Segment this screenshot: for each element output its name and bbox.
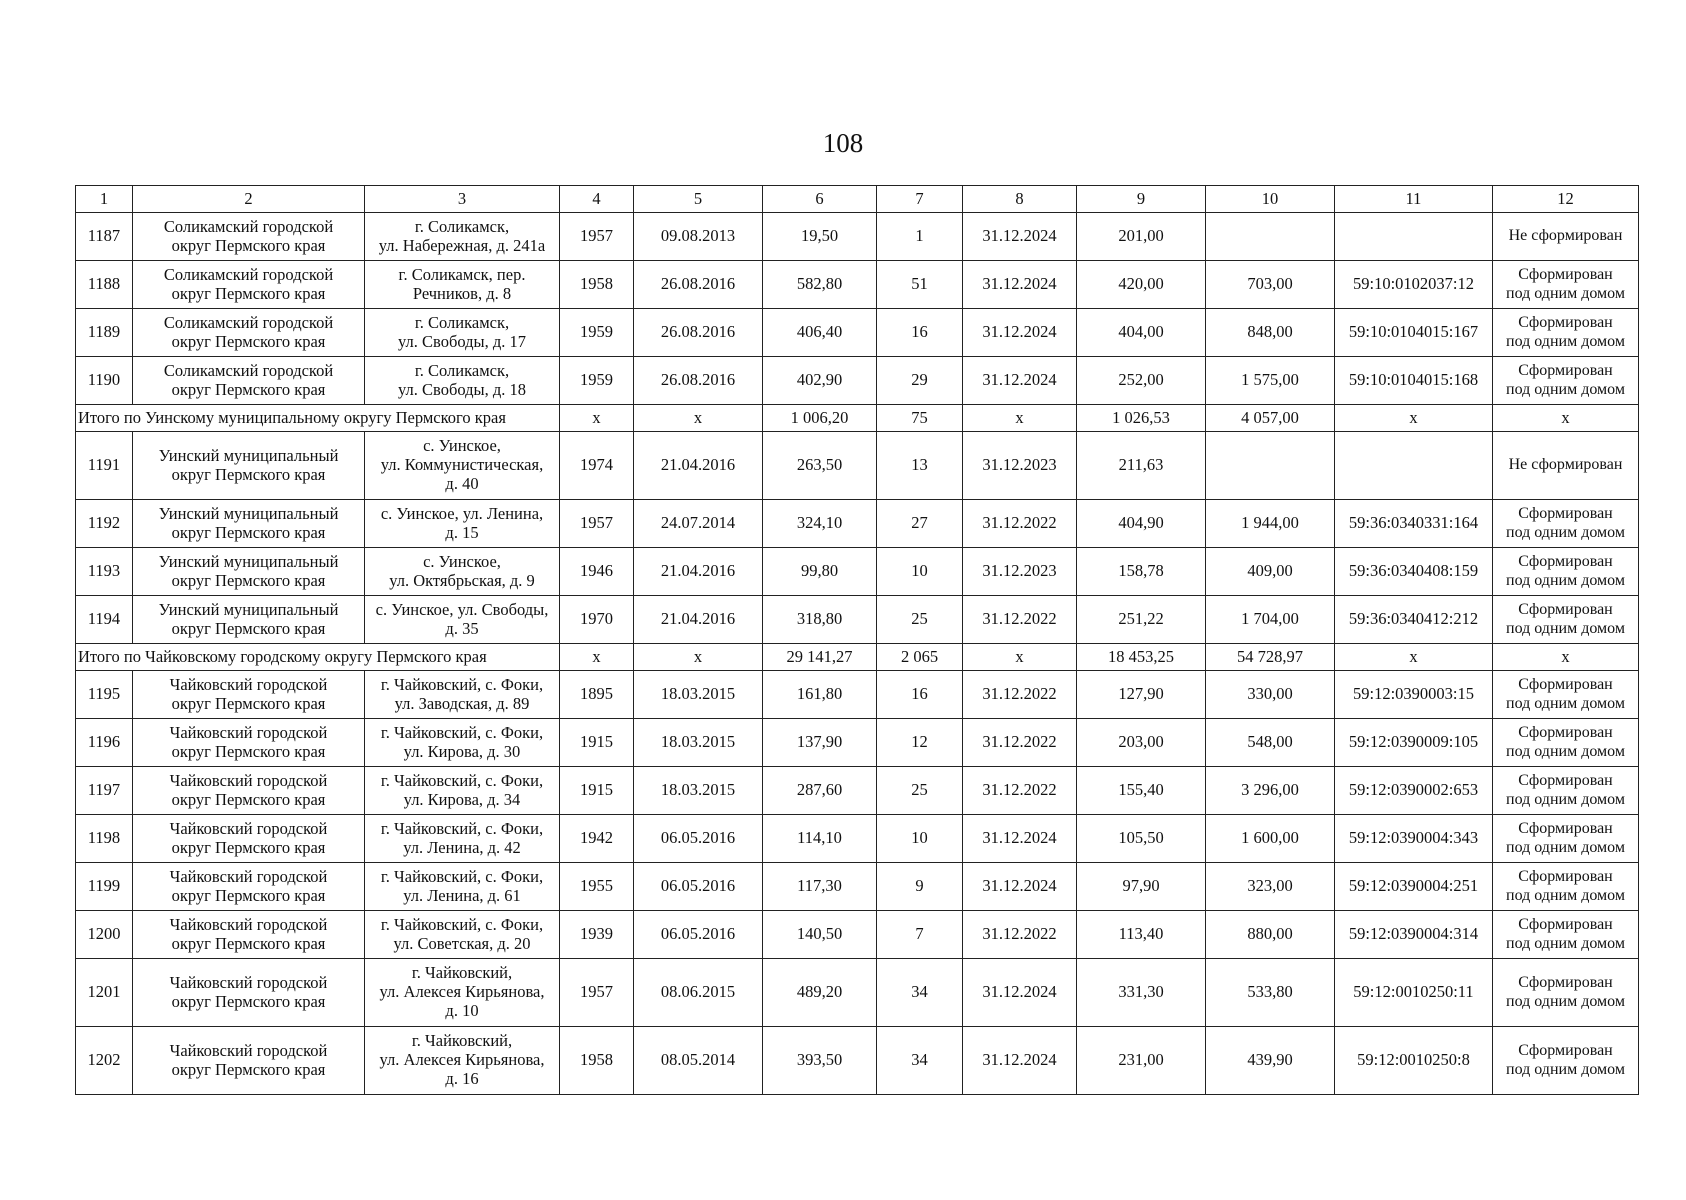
table-cell: 263,50 <box>763 432 877 500</box>
table-cell: 06.05.2016 <box>634 863 763 911</box>
column-number-cell: 7 <box>877 186 963 213</box>
table-cell: 09.08.2013 <box>634 213 763 261</box>
table-row <box>76 719 1639 767</box>
table-cell: 420,00 <box>1077 261 1206 309</box>
table-cell: 1200 <box>76 911 133 959</box>
table-cell: 1191 <box>76 432 133 500</box>
summary-cell: x <box>634 405 763 432</box>
table-cell: 1193 <box>76 548 133 596</box>
table-cell: 59:12:0390003:15 <box>1335 671 1493 719</box>
table-cell: 59:36:0340412:212 <box>1335 596 1493 644</box>
table-row <box>76 1027 1639 1095</box>
table-cell: 1939 <box>560 911 634 959</box>
table-cell: Уинский муниципальный округ Пермского края <box>133 432 365 500</box>
table-cell: 582,80 <box>763 261 877 309</box>
table-cell: г. Чайковский, ул. Алексея Кирьянова, д. 16 <box>365 1027 560 1095</box>
table-cell: 59:10:0104015:168 <box>1335 357 1493 405</box>
column-number-row <box>76 186 1639 213</box>
table-cell: 402,90 <box>763 357 877 405</box>
table-cell: 155,40 <box>1077 767 1206 815</box>
table-cell: 1958 <box>560 1027 634 1095</box>
table-cell: 13 <box>877 432 963 500</box>
table-cell: 1199 <box>76 863 133 911</box>
table-cell: 59:12:0010250:11 <box>1335 959 1493 1027</box>
table-cell: 59:12:0390004:343 <box>1335 815 1493 863</box>
table-cell: 1 704,00 <box>1206 596 1335 644</box>
table-cell: 31.12.2023 <box>963 548 1077 596</box>
table-cell: Чайковский городской округ Пермского края <box>133 959 365 1027</box>
table-row <box>76 959 1639 1027</box>
table-cell: 31.12.2022 <box>963 596 1077 644</box>
table-cell: 1959 <box>560 309 634 357</box>
table-cell: 26.08.2016 <box>634 261 763 309</box>
table-cell: Чайковский городской округ Пермского края <box>133 815 365 863</box>
table-cell: г. Соликамск, ул. Свободы, д. 17 <box>365 309 560 357</box>
table-body <box>76 186 1639 1095</box>
table-cell: г. Чайковский, с. Фоки, ул. Кирова, д. 34 <box>365 767 560 815</box>
table-cell: 252,00 <box>1077 357 1206 405</box>
table-cell: Сформирован под одним домом <box>1493 719 1639 767</box>
summary-label: Итого по Чайковскому городскому округу Пермского края <box>76 644 560 671</box>
table-row <box>76 357 1639 405</box>
table-cell: 31.12.2024 <box>963 357 1077 405</box>
table-cell: 201,00 <box>1077 213 1206 261</box>
summary-cell: 1 026,53 <box>1077 405 1206 432</box>
table-cell: Уинский муниципальный округ Пермского края <box>133 500 365 548</box>
column-number-cell: 10 <box>1206 186 1335 213</box>
table-cell: Сформирован под одним домом <box>1493 671 1639 719</box>
summary-cell: 29 141,27 <box>763 644 877 671</box>
table-cell: Чайковский городской округ Пермского края <box>133 719 365 767</box>
table-cell: Сформирован под одним домом <box>1493 863 1639 911</box>
table-cell: 1974 <box>560 432 634 500</box>
table-cell: 548,00 <box>1206 719 1335 767</box>
table-cell: 161,80 <box>763 671 877 719</box>
summary-row <box>76 644 1639 671</box>
table-cell: 99,80 <box>763 548 877 596</box>
table-cell: 1190 <box>76 357 133 405</box>
table-cell: Не сформирован <box>1493 213 1639 261</box>
column-number-cell: 2 <box>133 186 365 213</box>
table-cell: 324,10 <box>763 500 877 548</box>
table-cell: Сформирован под одним домом <box>1493 767 1639 815</box>
table-cell: 1196 <box>76 719 133 767</box>
table-cell: 1197 <box>76 767 133 815</box>
table-cell: 31.12.2024 <box>963 261 1077 309</box>
table-cell: 1915 <box>560 719 634 767</box>
table-cell: 31.12.2024 <box>963 213 1077 261</box>
summary-cell: x <box>1493 405 1639 432</box>
table-row <box>76 596 1639 644</box>
table-cell: Соликамский городской округ Пермского края <box>133 213 365 261</box>
table-cell: 27 <box>877 500 963 548</box>
table-cell: 114,10 <box>763 815 877 863</box>
table-cell: 105,50 <box>1077 815 1206 863</box>
page-number: 108 <box>822 128 864 158</box>
table-cell: 1188 <box>76 261 133 309</box>
table-cell: 211,63 <box>1077 432 1206 500</box>
table-cell: 31.12.2024 <box>963 309 1077 357</box>
table-cell: 318,80 <box>763 596 877 644</box>
table-cell: 439,90 <box>1206 1027 1335 1095</box>
summary-cell: x <box>1335 405 1493 432</box>
housing-registry-table <box>75 185 1639 1095</box>
table-cell: 1189 <box>76 309 133 357</box>
table-row <box>76 767 1639 815</box>
table-cell: 203,00 <box>1077 719 1206 767</box>
table-cell: 10 <box>877 815 963 863</box>
table-cell <box>1206 432 1335 500</box>
table-cell: 1915 <box>560 767 634 815</box>
summary-cell: 2 065 <box>877 644 963 671</box>
table-cell: Чайковский городской округ Пермского края <box>133 911 365 959</box>
column-number-cell: 6 <box>763 186 877 213</box>
table-cell: 1895 <box>560 671 634 719</box>
table-cell: 31.12.2024 <box>963 863 1077 911</box>
table-cell: 1194 <box>76 596 133 644</box>
table-cell <box>1206 213 1335 261</box>
table-cell: 251,22 <box>1077 596 1206 644</box>
summary-cell: 54 728,97 <box>1206 644 1335 671</box>
table-cell: 51 <box>877 261 963 309</box>
summary-cell: x <box>963 644 1077 671</box>
column-number-cell: 9 <box>1077 186 1206 213</box>
table-cell: 231,00 <box>1077 1027 1206 1095</box>
table-cell: 404,90 <box>1077 500 1206 548</box>
table-cell: Сформирован под одним домом <box>1493 815 1639 863</box>
table-cell: 1942 <box>560 815 634 863</box>
table-row <box>76 500 1639 548</box>
table-cell: Сформирован под одним домом <box>1493 959 1639 1027</box>
summary-cell: x <box>1493 644 1639 671</box>
summary-cell: x <box>560 644 634 671</box>
table-cell: 26.08.2016 <box>634 357 763 405</box>
table-cell: Сформирован под одним домом <box>1493 1027 1639 1095</box>
table-cell: Соликамский городской округ Пермского края <box>133 357 365 405</box>
table-cell: 59:12:0390004:251 <box>1335 863 1493 911</box>
table-cell: 59:10:0102037:12 <box>1335 261 1493 309</box>
table-row <box>76 213 1639 261</box>
table-cell: 59:10:0104015:167 <box>1335 309 1493 357</box>
table-row <box>76 863 1639 911</box>
table-cell: 25 <box>877 767 963 815</box>
table-cell: 113,40 <box>1077 911 1206 959</box>
table-cell: г. Чайковский, с. Фоки, ул. Ленина, д. 61 <box>365 863 560 911</box>
table-cell: 1970 <box>560 596 634 644</box>
table-cell: 08.05.2014 <box>634 1027 763 1095</box>
table-cell: 331,30 <box>1077 959 1206 1027</box>
table-cell: 137,90 <box>763 719 877 767</box>
table-cell: 1187 <box>76 213 133 261</box>
summary-row <box>76 405 1639 432</box>
table-cell: с. Уинское, ул. Ленина, д. 15 <box>365 500 560 548</box>
table-cell: 393,50 <box>763 1027 877 1095</box>
table-cell: г. Соликамск, пер. Речников, д. 8 <box>365 261 560 309</box>
table-cell: Сформирован под одним домом <box>1493 357 1639 405</box>
table-cell: г. Чайковский, с. Фоки, ул. Ленина, д. 42 <box>365 815 560 863</box>
table-cell: 7 <box>877 911 963 959</box>
table-cell: 409,00 <box>1206 548 1335 596</box>
table-cell: 1946 <box>560 548 634 596</box>
table-cell: 1 944,00 <box>1206 500 1335 548</box>
table-cell: 34 <box>877 959 963 1027</box>
table-cell: 59:36:0340408:159 <box>1335 548 1493 596</box>
table-cell: 16 <box>877 309 963 357</box>
table-cell: 1202 <box>76 1027 133 1095</box>
table-cell: 59:12:0390002:653 <box>1335 767 1493 815</box>
table-cell: 323,00 <box>1206 863 1335 911</box>
table-cell: 31.12.2022 <box>963 719 1077 767</box>
table-row <box>76 309 1639 357</box>
table-cell: Соликамский городской округ Пермского края <box>133 261 365 309</box>
table-cell: 29 <box>877 357 963 405</box>
table-cell: 9 <box>877 863 963 911</box>
table-cell: 1957 <box>560 213 634 261</box>
table-cell: 16 <box>877 671 963 719</box>
table-row <box>76 548 1639 596</box>
table-cell: 21.04.2016 <box>634 548 763 596</box>
table-cell: 59:12:0390009:105 <box>1335 719 1493 767</box>
table-cell: 31.12.2024 <box>963 959 1077 1027</box>
table-cell: 489,20 <box>763 959 877 1027</box>
table-cell: Сформирован под одним домом <box>1493 596 1639 644</box>
table-cell: 127,90 <box>1077 671 1206 719</box>
table-row <box>76 432 1639 500</box>
column-number-cell: 1 <box>76 186 133 213</box>
summary-cell: 1 006,20 <box>763 405 877 432</box>
table-cell: 117,30 <box>763 863 877 911</box>
summary-cell: x <box>560 405 634 432</box>
table-cell: Сформирован под одним домом <box>1493 309 1639 357</box>
table-cell: 97,90 <box>1077 863 1206 911</box>
table-cell: 31.12.2022 <box>963 911 1077 959</box>
table-cell: 31.12.2022 <box>963 767 1077 815</box>
table-cell: 140,50 <box>763 911 877 959</box>
table-cell: 21.04.2016 <box>634 432 763 500</box>
table-cell: г. Чайковский, с. Фоки, ул. Заводская, д. 89 <box>365 671 560 719</box>
table-cell: 533,80 <box>1206 959 1335 1027</box>
table-cell: 26.08.2016 <box>634 309 763 357</box>
table-cell <box>1335 432 1493 500</box>
summary-cell: x <box>634 644 763 671</box>
table-cell: Сформирован под одним домом <box>1493 548 1639 596</box>
table-cell: 1192 <box>76 500 133 548</box>
table-cell: с. Уинское, ул. Свободы, д. 35 <box>365 596 560 644</box>
table-cell: 404,00 <box>1077 309 1206 357</box>
table-cell: г. Соликамск, ул. Свободы, д. 18 <box>365 357 560 405</box>
table-cell: 1955 <box>560 863 634 911</box>
table-cell: 21.04.2016 <box>634 596 763 644</box>
table-cell: 1957 <box>560 959 634 1027</box>
column-number-cell: 5 <box>634 186 763 213</box>
table-cell: 330,00 <box>1206 671 1335 719</box>
table-cell: 1958 <box>560 261 634 309</box>
table-cell: 1201 <box>76 959 133 1027</box>
table-cell: 31.12.2024 <box>963 1027 1077 1095</box>
table-cell: 06.05.2016 <box>634 911 763 959</box>
table-cell: 3 296,00 <box>1206 767 1335 815</box>
table-cell: 31.12.2022 <box>963 671 1077 719</box>
table-cell: 24.07.2014 <box>634 500 763 548</box>
table-cell: 1959 <box>560 357 634 405</box>
summary-label: Итого по Уинскому муниципальному округу Пермского края <box>76 405 560 432</box>
summary-cell: 4 057,00 <box>1206 405 1335 432</box>
table-cell: г. Чайковский, ул. Алексея Кирьянова, д. 10 <box>365 959 560 1027</box>
table-cell: 18.03.2015 <box>634 671 763 719</box>
table-cell: 06.05.2016 <box>634 815 763 863</box>
table-cell: 19,50 <box>763 213 877 261</box>
table-cell: Уинский муниципальный округ Пермского края <box>133 548 365 596</box>
table-cell: 31.12.2024 <box>963 815 1077 863</box>
table-cell: 18.03.2015 <box>634 719 763 767</box>
table-cell: 158,78 <box>1077 548 1206 596</box>
table-cell: 31.12.2023 <box>963 432 1077 500</box>
table-cell: 10 <box>877 548 963 596</box>
table-cell: Уинский муниципальный округ Пермского края <box>133 596 365 644</box>
table-cell: 59:36:0340331:164 <box>1335 500 1493 548</box>
table-cell: 1195 <box>76 671 133 719</box>
table-cell: 08.06.2015 <box>634 959 763 1027</box>
table-cell: 406,40 <box>763 309 877 357</box>
table-cell: 34 <box>877 1027 963 1095</box>
table-cell: г. Чайковский, с. Фоки, ул. Кирова, д. 30 <box>365 719 560 767</box>
table-cell: 1 600,00 <box>1206 815 1335 863</box>
table-cell: 287,60 <box>763 767 877 815</box>
column-number-cell: 3 <box>365 186 560 213</box>
table-cell: 59:12:0390004:314 <box>1335 911 1493 959</box>
table-cell: 59:12:0010250:8 <box>1335 1027 1493 1095</box>
table-cell: с. Уинское, ул. Коммунистическая, д. 40 <box>365 432 560 500</box>
table-cell: Сформирован под одним домом <box>1493 500 1639 548</box>
summary-cell: x <box>1335 644 1493 671</box>
table-cell: 1 575,00 <box>1206 357 1335 405</box>
table-cell: 1957 <box>560 500 634 548</box>
table-cell: Чайковский городской округ Пермского края <box>133 1027 365 1095</box>
table-cell: Не сформирован <box>1493 432 1639 500</box>
table-row <box>76 815 1639 863</box>
table-cell: Чайковский городской округ Пермского края <box>133 767 365 815</box>
table-cell: 1 <box>877 213 963 261</box>
table-cell: Сформирован под одним домом <box>1493 911 1639 959</box>
table-cell: 848,00 <box>1206 309 1335 357</box>
table-cell: с. Уинское, ул. Октябрьская, д. 9 <box>365 548 560 596</box>
table-cell: 703,00 <box>1206 261 1335 309</box>
table-row <box>76 671 1639 719</box>
column-number-cell: 11 <box>1335 186 1493 213</box>
table-cell: г. Соликамск, ул. Набережная, д. 241а <box>365 213 560 261</box>
column-number-cell: 8 <box>963 186 1077 213</box>
table-row <box>76 261 1639 309</box>
table-cell: 12 <box>877 719 963 767</box>
table-cell: Соликамский городской округ Пермского края <box>133 309 365 357</box>
table-row <box>76 911 1639 959</box>
table-cell: 25 <box>877 596 963 644</box>
summary-cell: x <box>963 405 1077 432</box>
table-cell: Чайковский городской округ Пермского края <box>133 863 365 911</box>
column-number-cell: 12 <box>1493 186 1639 213</box>
table-cell: 18.03.2015 <box>634 767 763 815</box>
table-cell: 1198 <box>76 815 133 863</box>
summary-cell: 18 453,25 <box>1077 644 1206 671</box>
table-cell: Чайковский городской округ Пермского края <box>133 671 365 719</box>
table-cell <box>1335 213 1493 261</box>
table-cell: г. Чайковский, с. Фоки, ул. Советская, д. 20 <box>365 911 560 959</box>
table-cell: 880,00 <box>1206 911 1335 959</box>
summary-cell: 75 <box>877 405 963 432</box>
column-number-cell: 4 <box>560 186 634 213</box>
table-cell: Сформирован под одним домом <box>1493 261 1639 309</box>
table-cell: 31.12.2022 <box>963 500 1077 548</box>
